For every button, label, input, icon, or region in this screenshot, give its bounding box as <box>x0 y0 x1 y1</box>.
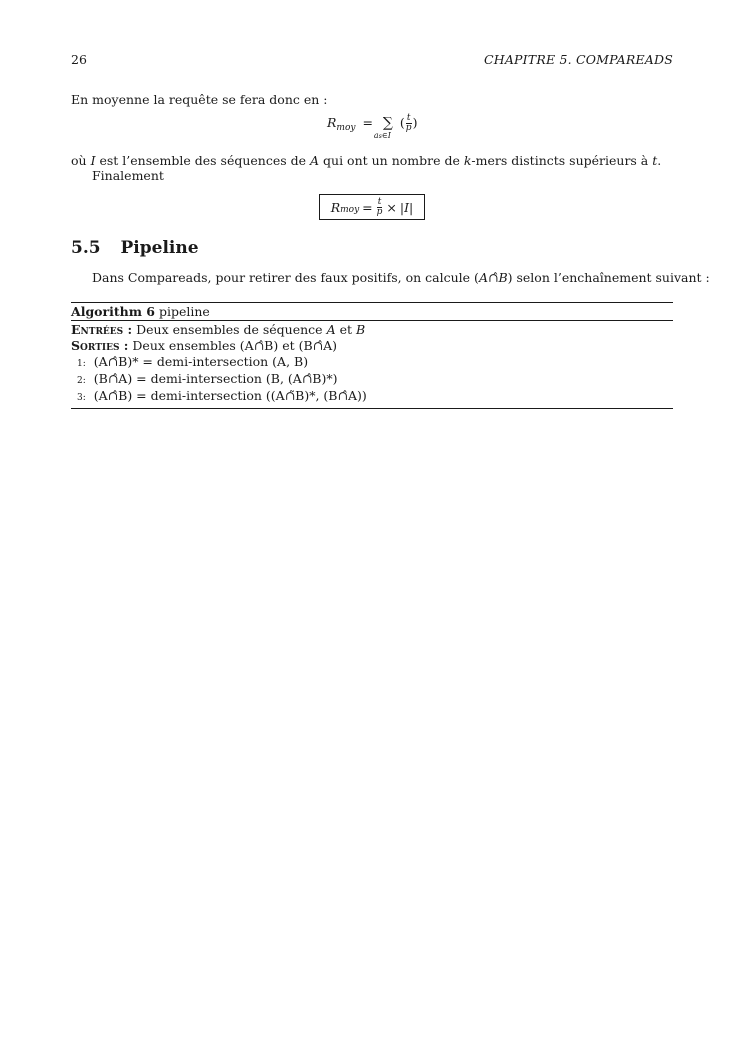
eq1-lhs-sub: moy <box>336 123 356 133</box>
eq1-sum <box>373 115 396 140</box>
algorithm-sorties: Sorties : Deux ensembles (A∩̂B) et (B∩̂A) <box>71 338 338 353</box>
eq1-lhs: R <box>327 115 337 130</box>
page-number: 26 <box>71 52 87 67</box>
step-text: (B∩̂A) = demi-intersection (B, (A∩̂B)*) <box>93 371 338 386</box>
algorithm-caption <box>71 304 210 319</box>
eq1-equals: = <box>362 115 373 130</box>
definition-line: où I est l’ensemble des séquences de A qui ont un nombre de k-mers distincts supérieurs à t. <box>71 153 662 168</box>
eq2-fraction: $\frac{t}{p}$ <box>376 196 383 217</box>
algorithm-bottom-rule <box>71 408 673 409</box>
algorithm-entrees: Entrées : Deux ensembles de séquence A et B <box>71 322 366 337</box>
algorithm-top-rule <box>71 302 673 303</box>
step-number: 3: <box>77 393 86 403</box>
algorithm-caption-rule <box>71 320 673 321</box>
step-number: 2: <box>77 376 86 386</box>
algorithm-step <box>77 371 338 386</box>
algorithm-step <box>77 354 308 369</box>
step-text: (A∩̂B)* = demi-intersection (A, B) <box>93 354 309 369</box>
algorithm-label: Algorithm 6 <box>71 304 155 319</box>
boxed-equation-rmoy: R moy = $\frac{t}{p}$ × |I| <box>319 194 425 220</box>
equation-rmoy-sum: $R_{moy}$ = ∑ as∈I ( $\frac{t}{p}$ ) <box>327 113 418 140</box>
algorithm-step <box>77 388 367 403</box>
section-title: Pipeline <box>120 238 199 258</box>
section-number: 5.5 <box>71 238 101 258</box>
finalement-text: Finalement <box>92 168 164 183</box>
step-number: 1: <box>77 359 86 369</box>
intro-text: En moyenne la requête se fera donc en : <box>71 92 328 107</box>
section-paragraph: Dans Compareads, pour retirer des faux positifs, on calcule (A∩̂B) selon l’enchaînement suivant : <box>92 270 710 285</box>
algorithm-name: pipeline <box>158 304 210 319</box>
sum-symbol: ∑ <box>382 115 393 131</box>
step-text: (A∩̂B) = demi-intersection ((A∩̃B)*, (B∩̂A)) <box>93 388 367 403</box>
sum-index: as∈I <box>373 131 391 140</box>
running-title: CHAPITRE 5. COMPAREADS <box>483 52 673 67</box>
section-heading <box>71 238 199 258</box>
eq1-fraction: $\frac{t}{p}$ <box>405 113 412 133</box>
